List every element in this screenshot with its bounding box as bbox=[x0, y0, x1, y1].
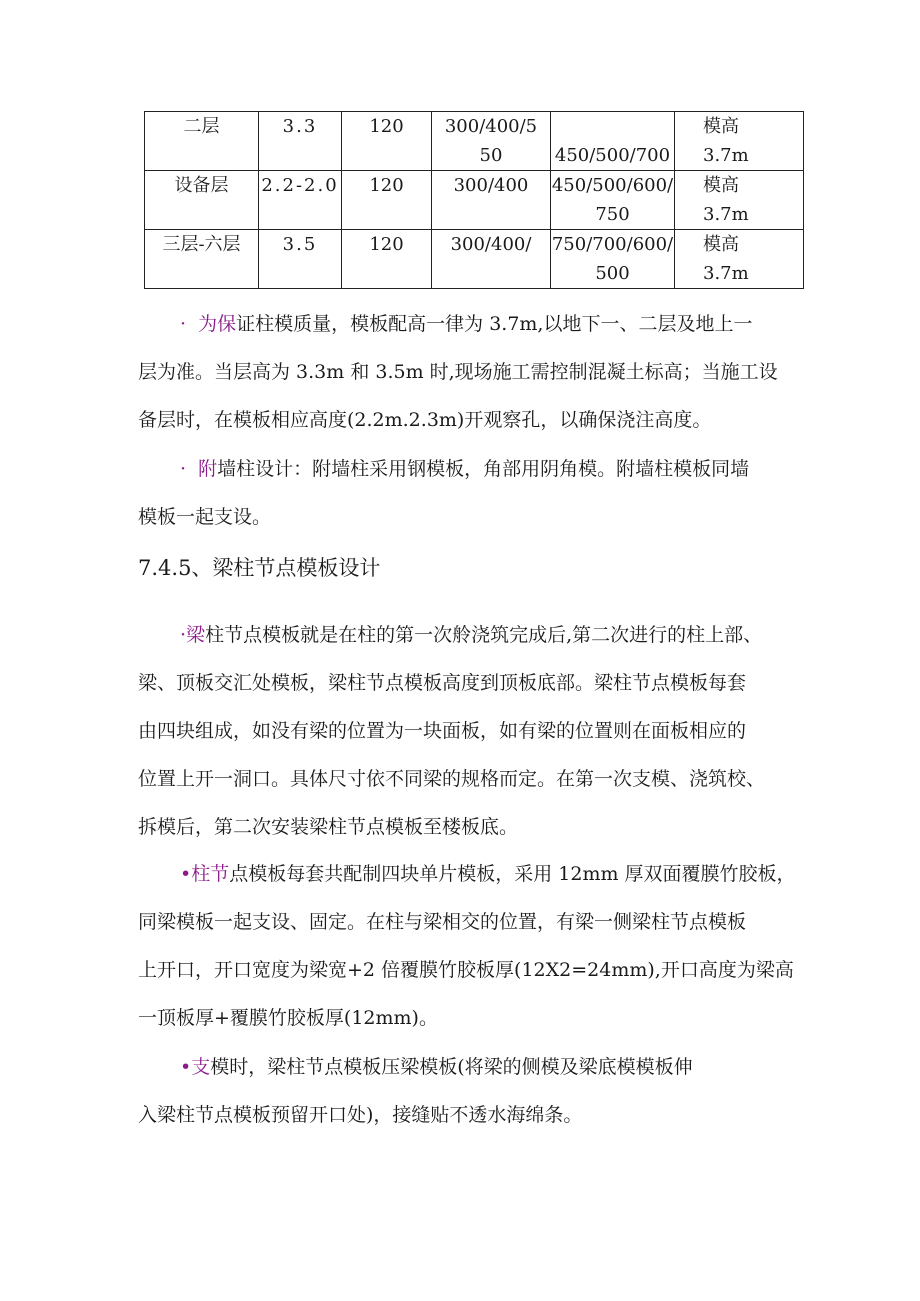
cell-line: 50 bbox=[479, 145, 503, 166]
paragraph-first-line bbox=[138, 445, 808, 493]
cell-line: 750/700/600/ bbox=[551, 234, 674, 255]
text-line: 上开口，开口宽度为梁宽+2 倍覆膜竹胶板厚(12X2=24mm),开口高度为梁高 bbox=[138, 959, 794, 981]
highlight-text: 支 bbox=[191, 1056, 211, 1078]
cell-mold bbox=[675, 171, 804, 230]
section-heading: 7.4.5、梁柱节点模板设计 bbox=[138, 556, 381, 580]
cell-line: 3.7m bbox=[703, 145, 749, 166]
text-line: 一顶板厚+覆膜竹胶板厚(12mm)。 bbox=[138, 1007, 438, 1029]
text-line: 梁、顶板交汇处模板，梁柱节点模板高度到顶板底部。梁柱节点模板每套 bbox=[138, 672, 747, 694]
table-row bbox=[145, 230, 804, 289]
paragraph-first-line bbox=[138, 850, 808, 898]
paragraph-column-height bbox=[138, 300, 808, 444]
cell-floor: 设备层 bbox=[145, 171, 259, 230]
text-line: 柱节点模板就是在柱的第一次舲浇筑完成后,第二次进行的柱上部、 bbox=[205, 624, 763, 646]
paragraph-first-line bbox=[138, 1043, 808, 1091]
cell-floor: 二层 bbox=[145, 112, 259, 171]
text-line: 入梁柱节点模板预留开口处)，接缝贴不透水海绵条。 bbox=[138, 1104, 583, 1126]
cell-line: 模高 bbox=[703, 234, 739, 255]
highlight-text: 柱节 bbox=[191, 863, 230, 885]
cell-line: 450/500/600/ bbox=[551, 175, 674, 196]
cell-height: 3.3 bbox=[259, 112, 342, 171]
cell-line bbox=[551, 112, 674, 141]
cell-beam-b bbox=[551, 171, 675, 230]
text-line: 证柱模质量，模板配高一律为 3.7m,以地下一、二层及地上一 bbox=[236, 313, 753, 335]
cell-beam-b bbox=[551, 112, 675, 171]
cell-line: 300/400 bbox=[453, 175, 529, 196]
text-line: 由四块组成，如没有梁的位置为一块面板，如有梁的位置则在面板相应的 bbox=[138, 720, 747, 742]
paragraph-node-formwork bbox=[138, 611, 808, 851]
cell-mold bbox=[675, 112, 804, 171]
cell-slab: 120 bbox=[342, 230, 432, 289]
text-line: 备层时，在模板相应高度(2.2m.2.3m)开观察孔，以确保浇注高度。 bbox=[138, 409, 712, 431]
cell-beam-a bbox=[432, 230, 551, 289]
cell-slab: 120 bbox=[342, 112, 432, 171]
table-row bbox=[145, 171, 804, 230]
cell-beam-b bbox=[551, 230, 675, 289]
bullet-marker: • bbox=[180, 863, 192, 885]
bullet-marker: · bbox=[180, 313, 187, 335]
highlight-text: 为保 bbox=[198, 313, 237, 335]
text-line: 层为准。当层高为 3.3m 和 3.5m 时,现场施工需控制混凝土标高；当施工设 bbox=[138, 361, 778, 383]
paragraph-panel-config bbox=[138, 850, 808, 1042]
text-line: 拆模后，第二次安装梁柱节点模板至楼板底。 bbox=[138, 816, 519, 838]
paragraph-first-line bbox=[138, 611, 808, 659]
paragraph-wall-column bbox=[138, 445, 808, 541]
cell-height: 3.5 bbox=[259, 230, 342, 289]
text-line: 模时，梁柱节点模板压梁模板(将梁的侧模及梁底模模板伸 bbox=[210, 1056, 693, 1078]
cell-slab: 120 bbox=[342, 171, 432, 230]
text-line: 墙柱设计：附墙柱采用钢模板，角部用阴角模。附墙柱模板同墙 bbox=[217, 458, 750, 480]
cell-height: 2.2-2.0 bbox=[259, 171, 342, 230]
cell-floor: 三层-六层 bbox=[145, 230, 259, 289]
paragraph-first-line bbox=[138, 300, 808, 348]
paragraph-support bbox=[138, 1043, 808, 1139]
text-line: 同梁模板一起支设、固定。在柱与梁相交的位置，有梁一侧梁柱节点模板 bbox=[138, 911, 747, 933]
cell-line: 模高 bbox=[703, 116, 739, 137]
table-body bbox=[145, 112, 804, 289]
floor-spec-table bbox=[144, 111, 804, 289]
highlight-text: 附 bbox=[198, 458, 218, 480]
bullet-marker: • bbox=[180, 1056, 192, 1078]
cell-line: 450/500/700 bbox=[554, 145, 671, 166]
cell-line: 300/400/5 bbox=[444, 116, 538, 137]
cell-line: 500 bbox=[595, 263, 630, 284]
cell-beam-a bbox=[432, 112, 551, 171]
cell-line: 模高 bbox=[703, 175, 739, 196]
cell-beam-a bbox=[432, 171, 551, 230]
text-line: 点模板每套共配制四块单片模板，采用 12mm 厚双面覆膜竹胶板， bbox=[229, 863, 796, 885]
text-line: 位置上开一洞口。具体尺寸依不同梁的规格而定。在第一次支模、浇筑校、 bbox=[138, 768, 766, 790]
bullet-marker: · bbox=[180, 458, 187, 480]
highlight-text: 梁 bbox=[186, 624, 206, 646]
cell-line: 3.7m bbox=[703, 204, 749, 225]
text-line: 模板一起支设。 bbox=[138, 506, 272, 528]
cell-line: 300/400/ bbox=[450, 234, 532, 255]
cell-line: 3.7m bbox=[703, 263, 749, 284]
cell-mold bbox=[675, 230, 804, 289]
cell-line: 750 bbox=[595, 204, 630, 225]
table-row bbox=[145, 112, 804, 171]
bullet-marker: · bbox=[180, 624, 187, 646]
